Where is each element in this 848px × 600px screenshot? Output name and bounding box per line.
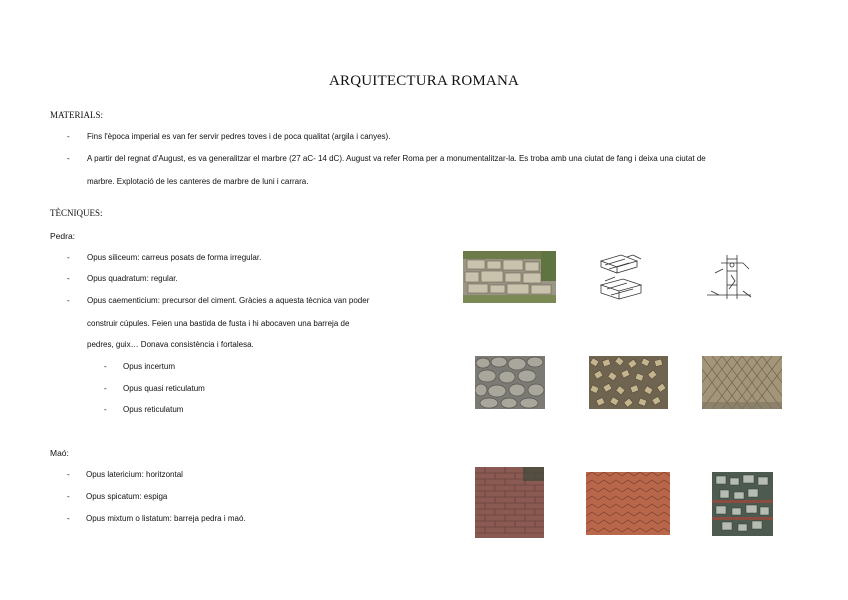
stone-item-caementicium-cont-2: pedres, guix… Donava consistència i fortalesa. bbox=[87, 340, 254, 349]
tecniques-heading: TÈCNIQUES: bbox=[50, 208, 103, 218]
bullet-dash: - bbox=[67, 274, 70, 283]
subitem-quasi-reticulatum: Opus quasi reticulatum bbox=[123, 384, 205, 393]
bullet-dash: - bbox=[67, 470, 70, 479]
bullet-dash: - bbox=[104, 384, 107, 393]
materials-item-1: Fins l'època imperial es van fer servir pedres toves i de poca qualitat (argila i canyes). bbox=[87, 132, 391, 141]
page-title: ARQUITECTURA ROMANA bbox=[328, 73, 520, 89]
materials-item-2-cont: marbre. Explotació de les canteres de marbre de luni i carrara. bbox=[87, 177, 309, 186]
opus-incertum-photo bbox=[475, 356, 545, 409]
subitem-reticulatum: Opus reticulatum bbox=[123, 405, 184, 414]
brick-item-spicatum: Opus spicatum: espiga bbox=[86, 492, 168, 501]
stone-item-caementicium: Opus caementicium: precursor del ciment. Gràcies a aquesta tècnica van poder bbox=[87, 296, 370, 305]
opus-reticulatum-photo bbox=[702, 356, 782, 409]
bullet-dash: - bbox=[67, 154, 70, 163]
opus-latericium-photo bbox=[475, 467, 544, 538]
stone-item-caementicium-cont-1: construir cúpules. Feien una bastida de fusta i hi abocaven una barreja de bbox=[87, 319, 350, 328]
opus-quasi-reticulatum-photo bbox=[589, 356, 668, 409]
caementicium-sketch bbox=[703, 251, 755, 303]
bullet-dash: - bbox=[104, 362, 107, 371]
bullet-dash: - bbox=[67, 514, 70, 523]
bullet-dash: - bbox=[67, 253, 70, 262]
materials-item-2: A partir del regnat d'August, es va generalitzar el marbre (27 aC- 14 dC). August va refer Roma per a monumentalitzar-la. Es troba amb una ciutat de fang i deixa una ciutat de bbox=[87, 154, 706, 163]
brick-item-mixtum: Opus mixtum o listatum: barreja pedra i maó. bbox=[86, 514, 246, 523]
subitem-incertum: Opus incertum bbox=[123, 362, 176, 371]
bullet-dash: - bbox=[67, 492, 70, 501]
bullet-dash: - bbox=[67, 132, 70, 141]
brick-label: Maó: bbox=[50, 448, 69, 458]
quadratum-block-drawing bbox=[597, 251, 645, 305]
opus-mixtum-photo bbox=[712, 472, 773, 536]
stone-wall-photo bbox=[463, 251, 556, 303]
materials-heading: MATERIALS: bbox=[50, 110, 104, 120]
bullet-dash: - bbox=[104, 405, 107, 414]
opus-spicatum-photo bbox=[586, 472, 670, 535]
stone-label: Pedra: bbox=[50, 231, 76, 241]
stone-item-quadratum: Opus quadratum: regular. bbox=[87, 274, 178, 283]
bullet-dash: - bbox=[67, 296, 70, 305]
brick-item-latericium: Opus latericium: horitzontal bbox=[86, 470, 183, 479]
stone-item-siliceum: Opus siliceum: carreus posats de forma irregular. bbox=[87, 253, 262, 262]
